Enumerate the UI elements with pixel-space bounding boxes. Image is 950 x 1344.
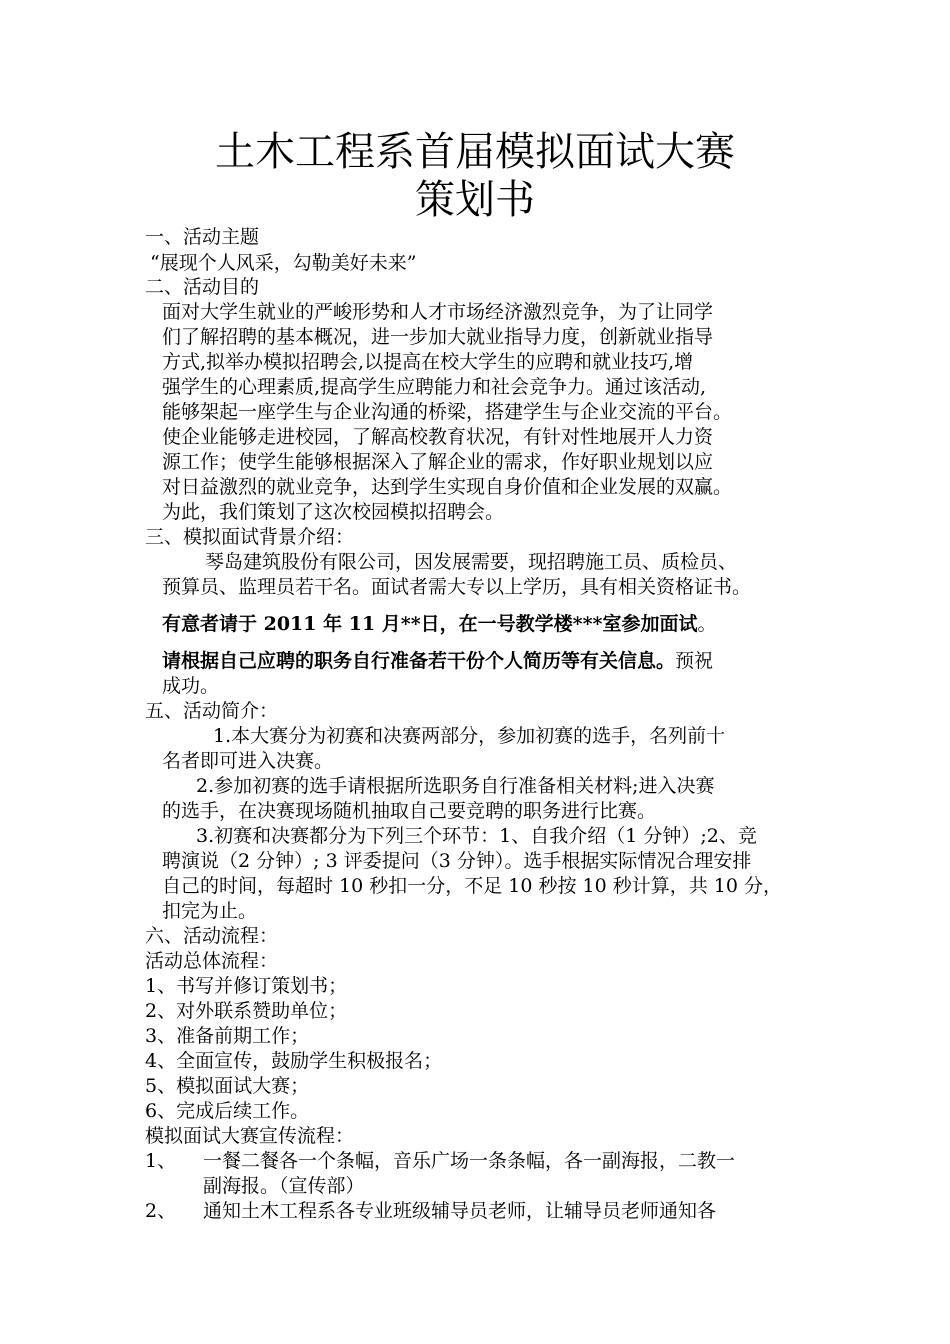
- process-step: 4、全面宣传，鼓励学生积极报名；: [145, 1050, 443, 1072]
- intro-line: 的选手，在决赛现场随机抽取自己要竞聘的职务进行比赛。: [162, 800, 657, 822]
- interview-notice-tail: 。: [697, 613, 717, 635]
- process-step: 3、准备前期工作；: [145, 1025, 310, 1047]
- section-heading-process: 六、活动流程：: [145, 925, 279, 947]
- section-heading-intro: 五、活动简介：: [145, 700, 279, 722]
- section-heading-theme: 一、活动主题: [145, 226, 260, 248]
- purpose-line: 们了解招聘的基本概况，进一步加大就业指导力度，创新就业指导: [162, 326, 714, 348]
- promo-item-text: 一餐二餐各一个条幅，音乐广场一条条幅，各一副海报，二教一: [203, 1150, 736, 1172]
- promo-process-heading: 模拟面试大赛宣传流程：: [145, 1125, 355, 1147]
- intro-line: 扣完为止。: [162, 900, 258, 922]
- purpose-line: 为此，我们策划了这次校园模拟招聘会。: [162, 501, 505, 523]
- purpose-line: 源工作；使学生能够根据深入了解企业的需求，作好职业规划以应: [162, 451, 714, 473]
- section-heading-background: 三、模拟面试背景介绍：: [145, 526, 355, 548]
- process-step: 1、书写并修订策划书；: [145, 975, 348, 997]
- resume-notice-bold: 请根据自己应聘的职务自行准备若干份个人简历等有关信息。: [162, 650, 676, 672]
- document-subtitle: 策划书: [415, 177, 535, 223]
- background-line: 琴岛建筑股份有限公司，因发展需要，现招聘施工员、质检员、: [205, 551, 738, 573]
- section-heading-purpose: 二、活动目的: [145, 276, 260, 298]
- resume-notice: [162, 648, 713, 674]
- interview-notice-bold: 有意者请于 2011 年 11 月**日，在一号教学楼***室参加面试: [162, 613, 698, 635]
- intro-line: 名者即可进入决赛。: [162, 750, 334, 772]
- theme-text: “展现个人风采，勾勒美好未来”: [150, 252, 417, 274]
- overall-process-heading: 活动总体流程：: [145, 950, 279, 972]
- intro-line: 2.参加初赛的选手请根据所选职务自行准备相关材料;进入决赛: [196, 775, 715, 797]
- promo-item-number: 1、: [145, 1150, 177, 1172]
- interview-notice: [162, 611, 716, 637]
- purpose-line: 使企业能够走进校园，了解高校教育状况，有针对性地展开人力资: [162, 426, 714, 448]
- intro-line: 3.初赛和决赛都分为下列三个环节：1、自我介绍（1 分钟）;2、竞: [196, 825, 757, 847]
- promo-item-text: 通知土木工程系各专业班级辅导员老师，让辅导员老师通知各: [203, 1200, 717, 1222]
- purpose-line: 能够架起一座学生与企业沟通的桥梁，搭建学生与企业交流的平台。: [162, 401, 733, 423]
- intro-line: 1.本大赛分为初赛和决赛两部分，参加初赛的选手，名列前十: [213, 725, 726, 747]
- promo-item-text: 副海报。（宣传部）: [203, 1175, 365, 1197]
- purpose-line: 强学生的心理素质,提高学生应聘能力和社会竞争力。通过该活动,: [162, 376, 707, 398]
- purpose-line: 对日益激烈的就业竞争，达到学生实现自身价值和企业发展的双赢。: [162, 476, 733, 498]
- intro-line: 聘演说（2 分钟）; 3 评委提问（3 分钟）。选手根据实际情况合理安排: [162, 850, 752, 872]
- process-step: 2、对外联系赞助单位；: [145, 1000, 348, 1022]
- process-step: 5、模拟面试大赛；: [145, 1075, 310, 1097]
- process-step: 6、完成后续工作。: [145, 1100, 310, 1122]
- intro-line: 自己的时间，每超时 10 秒扣一分，不足 10 秒按 10 秒计算，共 10 分，: [162, 875, 783, 897]
- promo-item-number: 2、: [145, 1200, 177, 1222]
- resume-notice-tail: 预祝: [675, 650, 714, 672]
- document-title: 土木工程系首届模拟面试大赛: [215, 129, 735, 175]
- background-line: 预算员、监理员若干名。面试者需大专以上学历，具有相关资格证书。: [162, 576, 752, 598]
- purpose-line: 方式,拟举办模拟招聘会,以提高在校大学生的应聘和就业技巧,增: [162, 351, 694, 373]
- resume-notice-line2: 成功。: [162, 675, 220, 697]
- purpose-line: 面对大学生就业的严峻形势和人才市场经济激烈竞争，为了让同学: [162, 301, 714, 323]
